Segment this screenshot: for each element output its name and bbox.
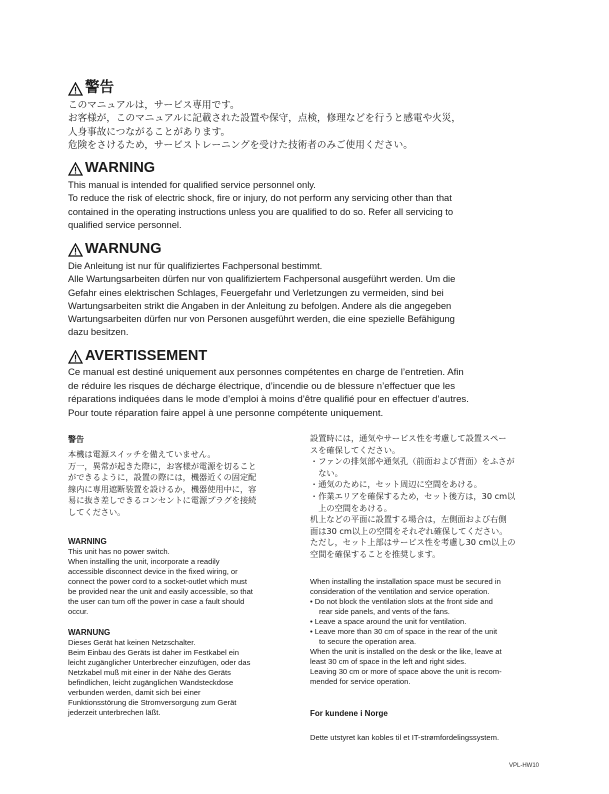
en-warning-line-2: To reduce the risk of electric shock, fire or injury, do not perform any servicing other than that xyxy=(68,192,452,204)
right-jp-line: 机上などの平面に設置する場合は，左側面および右側 xyxy=(310,514,507,525)
right-jp-line: 設置時には，通気やサービス性を考慮して設置スペー xyxy=(310,433,507,443)
left-en-line: occur. xyxy=(68,606,89,616)
right-en-line: mended for service operation. xyxy=(310,676,411,686)
model-code: VPL-HW10 xyxy=(508,763,539,769)
de-warning-line-2: Alle Wartungsarbeiten dürfen nur von qualifiziertem Fachpersonal ausgeführt werden. Um die xyxy=(68,273,456,285)
left-column xyxy=(68,434,294,718)
left-jp-line: 易に抜き差しできるコンセントに電源プラグを接続 xyxy=(68,495,257,506)
left-en-line: accessible disconnect device in the fixed wiring, or xyxy=(68,566,238,576)
jp-line-2: お客様が，このマニュアルに記載された設置や保守，点検，修理などを行うと感電や火災， xyxy=(68,113,461,125)
right-jp-line: 空間を確保することを推奨します。 xyxy=(310,548,441,559)
en-warning-line-1: This manual is intended for qualified service personnel only. xyxy=(68,179,316,190)
german-warning-title: WARNUNG xyxy=(85,241,162,257)
de-warning-line-3: Gefahr eines elektrischen Schlages, Feuergefahr und Verletzungen zu vermeiden, sind bei xyxy=(68,286,444,298)
right-en-line: consideration of the ventilation and service operation. xyxy=(310,586,490,596)
warning-triangle-icon xyxy=(68,350,83,364)
right-en-line: rear side panels, and vents of the fans. xyxy=(319,606,450,616)
en-warning-line-4: qualified service personnel. xyxy=(68,218,182,230)
french-warning-heading xyxy=(68,348,538,365)
left-de-line: verbunden werden, damit sich bei einer xyxy=(68,687,201,697)
left-en-line: be provided near the unit and easily accessible, so that xyxy=(68,586,253,596)
english-warning-heading xyxy=(68,160,538,177)
left-de-line: Funktionsstörung die Stromversorgung zum Gerät xyxy=(68,697,237,707)
de-warning-line-5: Wartungsarbeiten dürfen nur von Personen ausgeführt werden, die eine spezielle Befähigung xyxy=(68,313,455,325)
right-jp-line: 面は30 cm以上の空間をそれぞれ確保してください。 xyxy=(310,525,508,536)
right-en-line: • Leave more than 30 cm of space in the rear of the unit xyxy=(310,626,498,636)
warning-triangle-icon xyxy=(68,162,83,176)
norway-section-text: Dette utstyret kan kobles til et IT-strømfordelingssystem. xyxy=(310,732,500,742)
right-en-line: When installing the installation space must be secured in xyxy=(310,576,501,586)
right-jp-line: ・作業エリアを確保するため，セット後方は，30 cm以 xyxy=(310,490,516,501)
warning-triangle-icon xyxy=(68,243,83,257)
left-de-line: jederzeit unterbrechen läßt. xyxy=(68,707,161,717)
left-de-line: Beim Einbau des Geräts ist daher im Festkabel ein xyxy=(68,647,239,657)
japanese-warning-title: 警告 xyxy=(85,80,114,96)
fr-warning-line-1: Ce manual est destiné uniquement aux personnes compétentes en charge de l’entretien. Afin xyxy=(68,367,464,378)
en-warning-line-3: contained in the operating instructions unless you are qualified to do so. Refer all servicing to xyxy=(68,205,454,217)
warning-triangle-icon xyxy=(68,82,83,96)
right-jp-line: ただし，セット上部はサービス性を考慮し30 cm以上の xyxy=(310,537,516,548)
norway-section-title: For kundene i Norge xyxy=(310,708,388,718)
right-jp-line: ・通気のために，セット周辺に空間をあける。 xyxy=(310,479,482,490)
left-de-line: Dieses Gerät hat keinen Netzschalter. xyxy=(68,637,196,647)
jp-line-4: 危険をさけるため，サービストレーニングを受けた技術者のみご使用ください。 xyxy=(68,140,413,152)
german-warning-heading xyxy=(68,241,538,258)
right-jp-line: スを確保してください。 xyxy=(310,444,401,455)
de-warning-line-6: dazu besitzen. xyxy=(68,326,129,338)
left-de-line: befindlichen, leicht zugänglichen Wandsteckdose xyxy=(68,677,234,687)
right-jp-line: 上の空間をあける。 xyxy=(310,502,392,513)
right-en-line: When the unit is installed on the desk or the like, leave at xyxy=(310,646,502,656)
right-en-line: Leaving 30 cm or more of space above the unit is recom- xyxy=(310,666,502,676)
left-jp-warning-title: 警告 xyxy=(68,435,84,444)
right-en-line: to secure the operation area. xyxy=(319,636,417,646)
english-warning-section xyxy=(68,160,538,231)
left-de-line: Netzkabel muß mit einer in der Nähe des Geräts xyxy=(68,667,231,677)
fr-warning-line-3: réparations indiquées dans le mode d’emploi à moins d’être qualifié pour en effectuer d’autres. xyxy=(68,394,469,405)
jp-line-3: 人身事故につながることがあります。 xyxy=(68,126,231,138)
left-de-warning-title: WARNUNG xyxy=(68,627,111,637)
right-en-line: • Do not block the ventilation slots at the front side and xyxy=(310,596,493,606)
japanese-warning-heading xyxy=(68,80,538,97)
left-en-warning-title: WARNING xyxy=(68,536,107,546)
right-en-line: • Leave a space around the unit for ventilation. xyxy=(310,616,467,626)
de-warning-line-4: Wartungsarbeiten strikt die Angaben in der Anleitung zu befolgen. Andere als die angegeben xyxy=(68,299,452,311)
left-en-line: This unit has no power switch. xyxy=(68,546,170,556)
left-jp-line: 万一，異常が起きた際に，お客様が電源を切ること xyxy=(68,460,257,471)
left-de-line: leicht zugänglicher Unterbrecher einzufügen, oder das xyxy=(68,657,251,667)
jp-line-1: このマニュアルは，サービス専用です。 xyxy=(68,100,240,111)
left-jp-line: ができるように，設置の際には，機器近くの固定配 xyxy=(68,472,257,483)
french-warning-title: AVERTISSEMENT xyxy=(85,348,208,364)
de-warning-line-1: Die Anleitung ist nur für qualifiziertes Fachpersonal bestimmt. xyxy=(68,260,323,271)
japanese-warning-section xyxy=(68,80,538,153)
english-warning-title: WARNING xyxy=(85,160,156,176)
left-jp-line: 本機は電源スイッチを備えていません。 xyxy=(68,449,216,459)
left-en-line: When installing the unit, incorporate a readily xyxy=(68,556,220,566)
fr-warning-line-4: Pour toute réparation faire appel à une personne compétente uniquement. xyxy=(68,407,384,419)
german-warning-section xyxy=(68,241,538,339)
left-en-line: the user can turn off the power in case a fault should xyxy=(68,596,245,606)
right-column xyxy=(310,433,542,743)
right-jp-line: ・ファンの排気部や通気孔（前面および背面）をふさが xyxy=(310,456,515,467)
french-warning-section xyxy=(68,348,538,420)
left-en-line: connect the power cord to a socket-outlet which must xyxy=(68,576,247,586)
left-jp-line: してください。 xyxy=(68,506,126,517)
fr-warning-line-2: de réduire les risques de décharge électrique, d’incendie ou de blessure n’effectuer que les xyxy=(68,380,456,392)
right-en-line: least 30 cm of space in the left and right sides. xyxy=(310,656,467,666)
right-jp-line: ない。 xyxy=(310,467,343,478)
left-jp-line: 線内に専用遮断装置を設けるか，機器使用中に，容 xyxy=(68,483,257,494)
